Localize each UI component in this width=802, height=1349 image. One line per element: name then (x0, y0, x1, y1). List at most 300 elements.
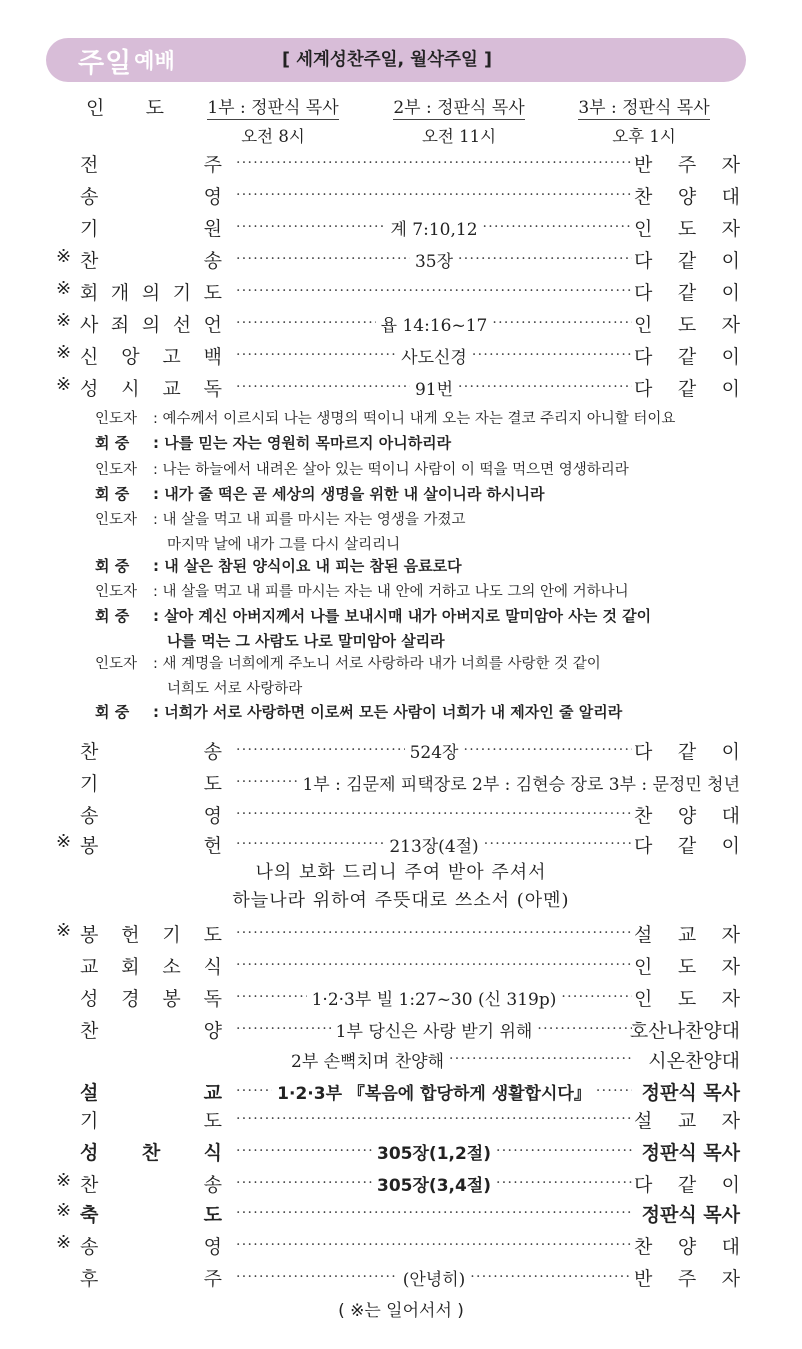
order-item-label (80, 150, 222, 176)
order-item-label (80, 1078, 222, 1104)
responsive-line (95, 701, 755, 722)
order-item-label (80, 1016, 222, 1042)
leader-dots (236, 1170, 632, 1196)
speaker: 회 중 (95, 557, 130, 575)
dots (236, 155, 632, 171)
performer-char: 호산나찬양대 (629, 1019, 740, 1042)
leader-dots (236, 1200, 632, 1226)
order-item-label (80, 1046, 222, 1072)
dots (236, 315, 376, 331)
dots (236, 806, 632, 822)
performer-char: 같 (677, 249, 697, 272)
order-item-label (80, 342, 222, 368)
performer-char: 정판식 목사 (641, 1081, 740, 1104)
order-item-performer (634, 246, 740, 272)
performer-char: 인 (634, 955, 653, 978)
service-3 (564, 93, 724, 147)
speaker: 회 중 (95, 607, 130, 625)
order-item-detail: 1·2·3부 『복음에 합당하게 생활합시다』 (277, 1083, 591, 1104)
performer-char: 이 (721, 345, 740, 368)
standing-mark: ※ (56, 374, 72, 395)
order-item-performer (634, 1264, 740, 1290)
dots (236, 836, 384, 852)
order-row (56, 1138, 740, 1164)
leader-dots (236, 952, 632, 978)
order-row (56, 1232, 740, 1258)
performer-char: 같 (677, 345, 697, 368)
performer-char: 자 (721, 987, 740, 1010)
standing-mark: ※ (56, 1170, 72, 1191)
label-char: 영 (203, 804, 222, 827)
service-leader: 3부 : 정판식 목사 (578, 93, 709, 120)
dots (236, 1143, 372, 1159)
order-row (56, 1106, 740, 1132)
label-char: 송 (80, 804, 99, 827)
label-char: 찬 (80, 1019, 99, 1042)
performer-char: 다 (634, 281, 653, 304)
performer-char: 이 (721, 740, 740, 763)
label-char: 송 (80, 1235, 99, 1258)
service-time: 오전 8시 (241, 127, 305, 146)
order-item-detail: 2부 손뼉치며 찬양해 (291, 1051, 444, 1072)
order-item-performer (634, 310, 740, 336)
label-char: 주 (203, 1267, 222, 1290)
leader-dots (236, 310, 632, 336)
order-item-detail: 1부 당신은 사랑 받기 위해 (335, 1021, 533, 1042)
reading-text: 예수께서 이르시되 나는 생명의 떡이니 내게 오는 자는 결코 주리지 아니할 터이요 (162, 411, 676, 427)
order-row (56, 920, 740, 946)
label-char: 기 (172, 281, 192, 304)
leader-dots (236, 984, 632, 1010)
order-item-label (80, 1138, 222, 1164)
label-char: 시 (121, 377, 140, 400)
responsive-line (95, 605, 755, 651)
performer-char: 자 (721, 217, 740, 240)
dots (561, 989, 632, 1005)
label-char: 봉 (162, 987, 181, 1010)
order-item-detail: 91번 (414, 379, 454, 400)
order-row (56, 831, 740, 857)
offering-lyric-line: 하늘나라 위하여 주뜻대로 쓰소서 (아멘) (232, 890, 570, 911)
dots (472, 347, 632, 363)
performer-char: 자 (721, 153, 740, 176)
leader-dots (236, 1106, 632, 1132)
speaker: 인도자 (95, 512, 138, 528)
label-char: 식 (203, 1141, 222, 1164)
dots (537, 1021, 632, 1037)
reading-text: 너희가 서로 사랑하면 이로써 모든 사람이 너희가 내 제자인 줄 알리라 (164, 703, 623, 721)
performer-char: 도 (677, 217, 697, 240)
colon: : (153, 462, 163, 478)
order-row (56, 984, 740, 1010)
colon: : (153, 411, 163, 427)
performer-char: 대 (721, 185, 740, 208)
colon: : (153, 434, 165, 452)
performer-char: 이 (721, 249, 740, 272)
colon: : (153, 584, 163, 600)
order-item-detail: 305장(1,2절) (377, 1143, 491, 1164)
label-char: 성 (80, 377, 99, 400)
label-char: 성 (80, 987, 99, 1010)
order-item-performer (634, 1106, 740, 1132)
performer-char: 같 (677, 377, 697, 400)
label-char: 도 (203, 281, 222, 304)
dots (236, 957, 632, 973)
responsive-line (95, 458, 755, 479)
order-item-performer (634, 214, 740, 240)
label-char: 기 (162, 923, 181, 946)
dots (470, 1269, 632, 1285)
order-item-performer (634, 984, 740, 1010)
leader-dots (236, 920, 632, 946)
order-item-label (80, 1170, 222, 1196)
responsive-line (95, 508, 755, 554)
order-item-label (80, 769, 222, 795)
order-item-detail: (안녕히) (402, 1269, 466, 1290)
label-char: 도 (203, 923, 222, 946)
performer-char: 찬 (634, 185, 653, 208)
label-char: 송 (203, 1173, 222, 1196)
label-char: 교 (80, 955, 99, 978)
order-item-label (80, 278, 222, 304)
responsive-line (95, 432, 755, 453)
label-char: 봉 (80, 834, 99, 857)
label-char: 도 (203, 1203, 222, 1226)
footer-note: ( ※는 일어서서 ) (338, 1301, 464, 1321)
service-1 (193, 93, 353, 147)
order-item-performer (634, 831, 740, 857)
order-item-detail: 욥 14:16~17 (380, 315, 488, 336)
dots (236, 925, 632, 941)
label-char: 회 (80, 281, 99, 304)
performer-char: 대 (721, 1235, 740, 1258)
standing-mark: ※ (56, 920, 72, 941)
performer-char: 반 (634, 1267, 653, 1290)
dots (463, 742, 632, 758)
order-row (56, 310, 740, 336)
label-char: 고 (162, 345, 181, 368)
performer-char: 설 (634, 923, 653, 946)
label-char: 사 (80, 313, 99, 336)
order-item-performer (634, 801, 740, 827)
leader-dots (236, 214, 632, 240)
performer-char: 반 (634, 153, 653, 176)
colon: : (153, 656, 163, 672)
performer-char: 같 (677, 740, 697, 763)
order-item-label (80, 1264, 222, 1290)
dots (236, 774, 297, 790)
label-char: 독 (203, 377, 222, 400)
order-item-performer (642, 1138, 740, 1164)
label-char: 기 (80, 772, 99, 795)
label-char: 찬 (80, 249, 99, 272)
label-char: 교 (162, 377, 181, 400)
order-item-performer (642, 1200, 740, 1226)
dots (236, 1083, 272, 1099)
label-char: 송 (80, 185, 99, 208)
responsive-line (95, 407, 755, 428)
dots (236, 187, 632, 203)
order-item-performer (630, 1016, 740, 1042)
order-item-detail: 213장(4절) (389, 836, 479, 857)
performer-char: 찬 (634, 804, 653, 827)
label-char: 회 (121, 955, 140, 978)
order-row (56, 246, 740, 272)
banner-title-main: 주일 (78, 47, 133, 79)
order-item-label (80, 952, 222, 978)
standing-mark: ※ (56, 310, 72, 331)
order-item-label (80, 801, 222, 827)
order-item-performer (642, 1078, 740, 1104)
colon: : (153, 607, 165, 625)
order-item-detail: 계 7:10,12 (390, 219, 478, 240)
label-char: 찬 (80, 1173, 99, 1196)
label-char: 원 (203, 217, 222, 240)
order-item-label (80, 214, 222, 240)
order-row (56, 1078, 740, 1104)
service-2 (379, 93, 539, 147)
performer-char: 인 (634, 987, 653, 1010)
label-char: 경 (121, 987, 140, 1010)
order-row (56, 737, 740, 763)
order-row (56, 1046, 740, 1072)
label-char: 의 (141, 281, 161, 304)
performer-char: 주 (677, 1267, 697, 1290)
order-item-performer (648, 1046, 740, 1072)
order-row (56, 1200, 740, 1226)
order-item-label (80, 920, 222, 946)
performer-char: 같 (677, 834, 697, 857)
label-char: 찬 (141, 1141, 161, 1164)
order-row (56, 801, 740, 827)
label-char: 소 (162, 955, 181, 978)
colon: : (153, 512, 163, 528)
order-item-performer (634, 374, 740, 400)
label-char: 도 (203, 772, 222, 795)
leader-dots (236, 1138, 632, 1164)
speaker: 인도자 (95, 462, 138, 478)
order-item-label (80, 310, 222, 336)
order-item-performer (634, 342, 740, 368)
order-item-detail: 35장 (414, 251, 454, 272)
order-item-performer (634, 920, 740, 946)
performer-char: 자 (721, 955, 740, 978)
reading-text: 새 계명을 너희에게 주노니 서로 사랑하라 내가 너희를 사랑한 것 같이 (162, 656, 601, 672)
label-char: 후 (80, 1267, 99, 1290)
colon: : (153, 485, 165, 503)
colon: : (153, 557, 165, 575)
speaker: 인도자 (95, 584, 138, 600)
speaker: 회 중 (95, 485, 130, 503)
label-char: 송 (203, 740, 222, 763)
performer-char: 다 (634, 345, 653, 368)
leader-dots (236, 1264, 632, 1290)
performer-char: 이 (721, 281, 740, 304)
order-row (56, 182, 740, 208)
responsive-line (95, 652, 755, 698)
performer-char: 설 (634, 1109, 653, 1132)
dots (236, 251, 410, 267)
performer-char: 도 (677, 987, 697, 1010)
performer-char: 대 (721, 804, 740, 827)
order-row (56, 150, 740, 176)
order-item-performer (634, 1170, 740, 1196)
performer-char: 인 (634, 217, 653, 240)
label-char: 백 (203, 345, 222, 368)
service-leader: 2부 : 정판식 목사 (393, 93, 524, 120)
label-char: 봉 (80, 923, 99, 946)
dots (236, 1205, 632, 1221)
performer-char: 정판식 목사 (641, 1141, 740, 1164)
order-item-label (80, 831, 222, 857)
reading-text: 나를 먹는 그 사람도 나로 말미암아 살리라 (167, 632, 445, 650)
reading-text: 살아 계신 아버지께서 나를 보내시매 내가 아버지로 말미암아 사는 것 같이 (164, 607, 652, 625)
dots (449, 1051, 632, 1067)
label-char: 기 (80, 217, 99, 240)
service-time: 오전 11시 (421, 127, 497, 146)
label-char: 선 (172, 313, 192, 336)
speaker: 인도자 (95, 411, 138, 427)
dots (458, 251, 632, 267)
label-char: 전 (80, 153, 99, 176)
performer-char: 교 (677, 1109, 697, 1132)
order-item-performer (634, 952, 740, 978)
dots (236, 1111, 632, 1127)
standing-mark: ※ (56, 1232, 72, 1253)
leader-dots (236, 342, 632, 368)
performer-char: 자 (721, 1267, 740, 1290)
standing-mark: ※ (56, 246, 72, 267)
responsive-line (95, 555, 755, 576)
label-char: 교 (203, 1081, 222, 1104)
performer-char: 주 (677, 153, 697, 176)
label-char: 도 (203, 1109, 222, 1132)
label-char: 개 (110, 281, 130, 304)
banner-title (78, 40, 175, 80)
service-leader: 1부 : 정판식 목사 (207, 93, 338, 120)
performer-char: 양 (677, 185, 697, 208)
performer-char: 다 (634, 249, 653, 272)
leader-dots (236, 278, 632, 304)
order-row (56, 952, 740, 978)
label-char: 의 (141, 313, 161, 336)
performer-char: 양 (677, 1235, 697, 1258)
performer-char: 도 (677, 313, 697, 336)
label-char: 송 (203, 249, 222, 272)
dots (496, 1175, 632, 1191)
label-char: 식 (203, 955, 222, 978)
responsive-line (95, 483, 755, 504)
order-item-label (80, 984, 222, 1010)
order-item-performer (634, 278, 740, 304)
order-row (56, 1264, 740, 1290)
order-item-label (80, 1232, 222, 1258)
order-item-label (80, 1106, 222, 1132)
dots (236, 219, 385, 235)
banner-subtitle: [ 세계성찬주일, 월삭주일 ] (282, 50, 492, 70)
order-item-detail: 524장 (409, 742, 459, 763)
leader-dots (236, 769, 740, 795)
performer-char: 같 (677, 1173, 697, 1196)
dots (236, 1021, 331, 1037)
leader-dots (236, 150, 632, 176)
order-item-label (80, 374, 222, 400)
label-char: 양 (203, 1019, 222, 1042)
leader-dots (236, 737, 632, 763)
offering-lyric-line: 나의 보화 드리니 주여 받아 주셔서 (255, 862, 547, 883)
label-char: 영 (203, 1235, 222, 1258)
leader-dots (236, 246, 632, 272)
label-char: 기 (80, 1109, 99, 1132)
dots (483, 219, 632, 235)
dots (484, 836, 632, 852)
performer-char: 인 (634, 313, 653, 336)
speaker: 인도자 (95, 656, 138, 672)
label-char: 독 (203, 987, 222, 1010)
performer-char: 다 (634, 377, 653, 400)
performer-char: 찬 (634, 1235, 653, 1258)
dots (236, 283, 632, 299)
order-row (56, 342, 740, 368)
reading-text: 나는 하늘에서 내려온 살아 있는 떡이니 사람이 이 떡을 먹으면 영생하리라 (162, 462, 629, 478)
performer-char: 도 (677, 955, 697, 978)
dots (236, 989, 307, 1005)
performer-char: 이 (721, 834, 740, 857)
performer-char: 이 (721, 1173, 740, 1196)
label-char: 헌 (203, 834, 222, 857)
order-item-detail: 1부 : 김문제 피택장로 2부 : 김현승 장로 3부 : 문정민 청년 (302, 774, 740, 795)
order-item-label (80, 246, 222, 272)
order-row (56, 278, 740, 304)
order-item-label (80, 1200, 222, 1226)
order-row (56, 214, 740, 240)
performer-char: 양 (677, 804, 697, 827)
responsive-line (95, 580, 755, 601)
label-char: 성 (80, 1141, 99, 1164)
dots (236, 1175, 372, 1191)
intro-label: 인 도 (86, 97, 164, 119)
label-char: 죄 (110, 313, 130, 336)
label-char: 헌 (121, 923, 140, 946)
speaker: 회 중 (95, 703, 130, 721)
order-item-performer (634, 182, 740, 208)
service-time: 오후 1시 (612, 127, 676, 146)
dots (458, 379, 632, 395)
reading-text: 마지막 날에 내가 그를 다시 살리리니 (167, 537, 401, 553)
label-char: 찬 (80, 740, 99, 763)
dots (236, 1237, 632, 1253)
label-char: 언 (203, 313, 222, 336)
reading-text: 너희도 서로 사랑하라 (167, 681, 303, 697)
standing-mark: ※ (56, 278, 72, 299)
performer-char: 교 (677, 923, 697, 946)
leader-dots (286, 1046, 632, 1072)
performer-char: 같 (677, 281, 697, 304)
leader-dots (236, 182, 632, 208)
order-row (56, 1016, 740, 1042)
dots (496, 1143, 632, 1159)
order-item-performer (634, 150, 740, 176)
reading-text: 내 살을 먹고 내 피를 마시는 자는 내 안에 거하고 나도 그의 안에 거하나니 (162, 584, 629, 600)
label-char: 앙 (121, 345, 140, 368)
performer-char: 자 (721, 1109, 740, 1132)
order-item-performer (634, 737, 740, 763)
dots (492, 315, 632, 331)
label-char: 신 (80, 345, 99, 368)
speaker: 회 중 (95, 434, 130, 452)
order-row (56, 374, 740, 400)
order-item-detail: 1·2·3부 빌 1:27~30 (신 319p) (311, 989, 557, 1010)
